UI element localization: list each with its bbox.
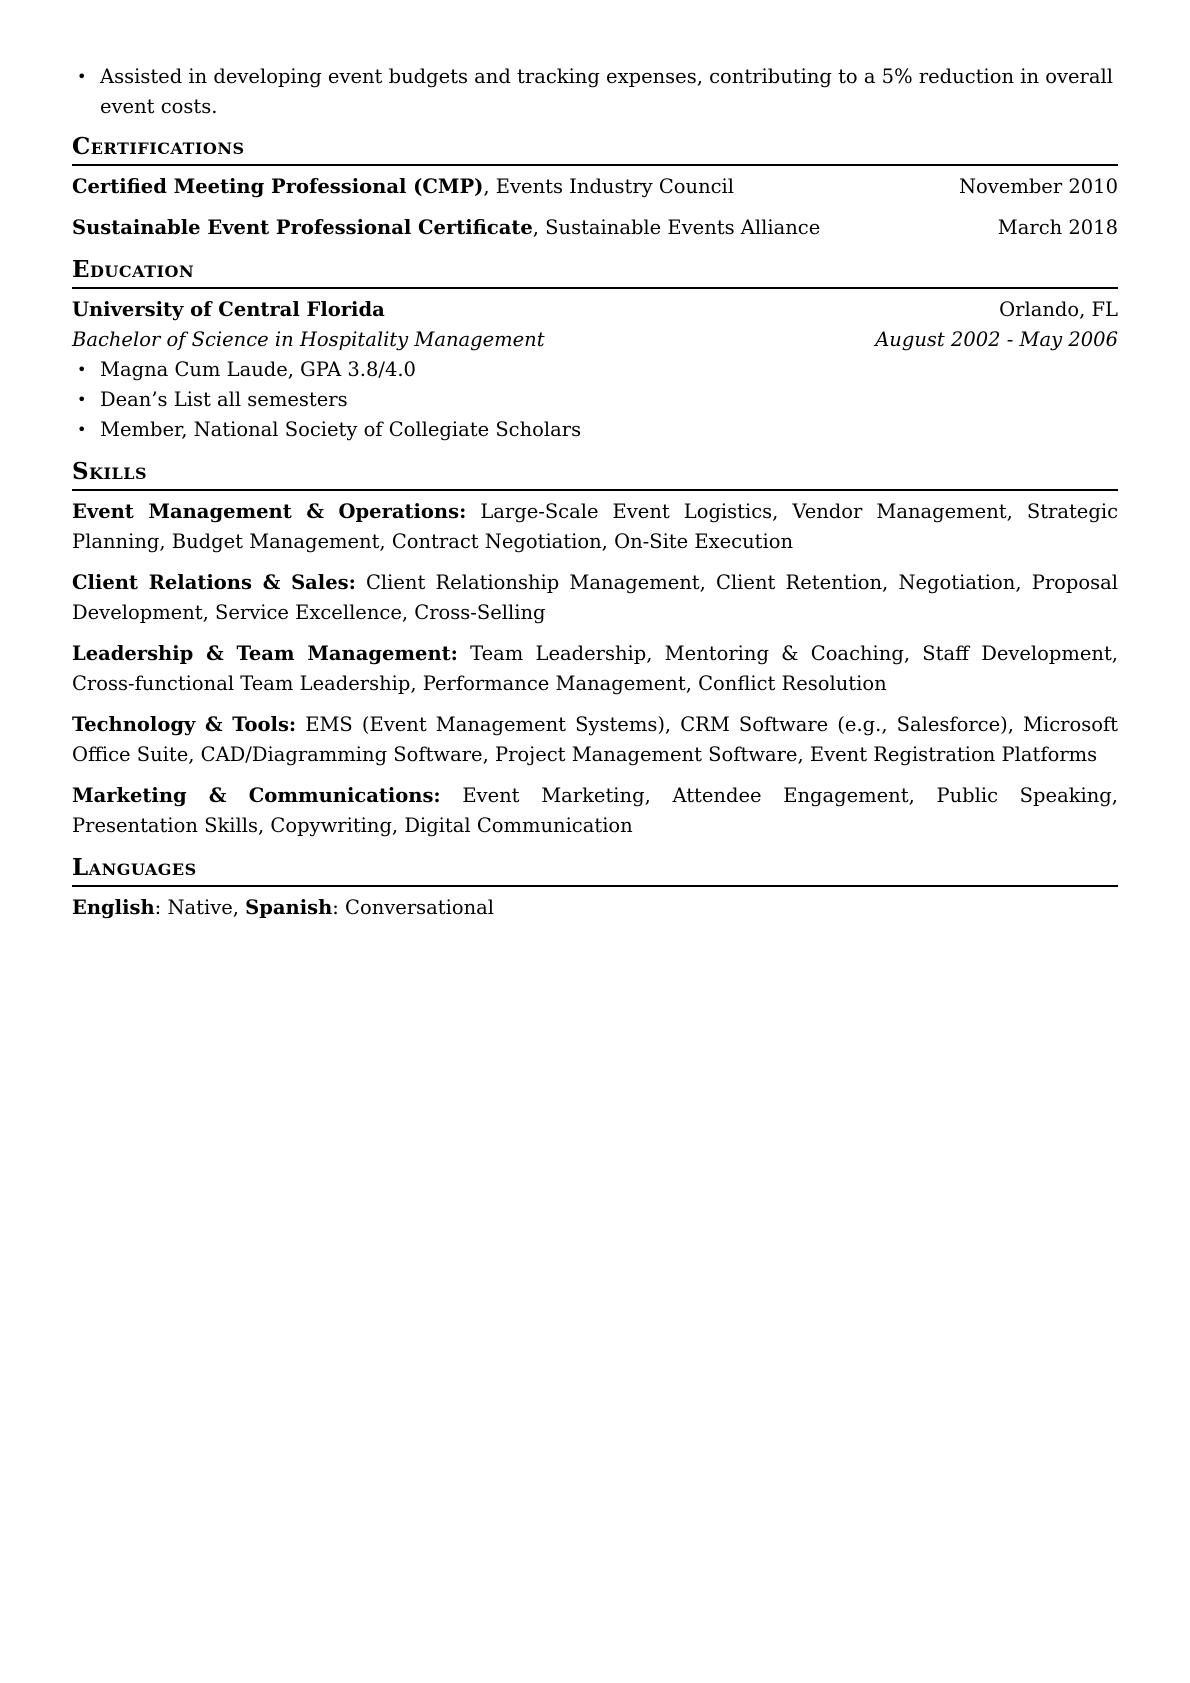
certification-date: March 2018 (997, 216, 1118, 239)
education-bullet-text: Dean’s List all semesters (100, 388, 348, 411)
education-section (72, 255, 1118, 445)
language-level: Native (167, 896, 233, 919)
certification-name: Certified Meeting Professional (CMP) (72, 175, 484, 198)
education-bullet (72, 355, 1118, 385)
certifications-body (72, 166, 1118, 243)
resume-content (72, 62, 1118, 923)
section-title-certifications: Certifications (72, 132, 1118, 166)
skill-group-text: Client Relationship Management, Client Retention, Negotiation, Proposal Development, Service Excellence, Cross-Selling (72, 571, 1118, 624)
education-degree: Bachelor of Science in Hospitality Management (72, 328, 545, 351)
skill-group-label: Technology & Tools: (72, 713, 297, 736)
skill-group-text: Event Marketing, Attendee Engagement, Public Speaking, Presentation Skills, Copywriting, Digital Communication (72, 784, 1118, 837)
language-separator: : (332, 896, 346, 919)
experience-bullet (72, 62, 1118, 122)
skill-group-label: Marketing & Communications: (72, 784, 441, 807)
bullet-icon: • (77, 360, 87, 379)
skill-group-label: Client Relations & Sales: (72, 571, 356, 594)
education-dates: August 2002 - May 2006 (875, 328, 1118, 351)
language-level: Conversational (345, 896, 495, 919)
education-bullet-list (72, 355, 1118, 445)
education-bullet-text: Magna Cum Laude, GPA 3.8/4.0 (100, 358, 416, 381)
skill-group-text: Team Leadership, Mentoring & Coaching, Staff Development, Cross-functional Team Leadership, Performance Management, Conflict Resolution (72, 642, 1119, 695)
skill-group-label: Leadership & Team Management: (72, 642, 458, 665)
certification-issuer: , Events Industry Council (483, 175, 735, 198)
education-degree-row (72, 325, 1118, 355)
language-name: Spanish (245, 896, 333, 919)
experience-bullet-list (72, 62, 1118, 122)
education-school: University of Central Florida (72, 298, 385, 321)
education-body (72, 289, 1118, 445)
skill-group (72, 497, 1118, 557)
skill-group-text: Large-Scale Event Logistics, Vendor Management, Strategic Planning, Budget Management, Contract Negotiation, On-Site Execution (72, 500, 1118, 553)
language-name: English (72, 896, 155, 919)
certification-row (72, 172, 1118, 202)
skill-group-text: EMS (Event Management Systems), CRM Software (e.g., Salesforce), Microsoft Office Suite, CAD/Diagramming Software, Project Management Software, Event Registration Platforms (72, 713, 1118, 766)
education-bullet (72, 385, 1118, 415)
skill-group (72, 710, 1118, 770)
language-trailing-separator: , (232, 896, 246, 919)
section-title-skills: Skills (72, 457, 1118, 491)
skill-group (72, 639, 1118, 699)
skills-body (72, 491, 1118, 841)
education-bullet-text: Member, National Society of Collegiate Scholars (100, 418, 582, 441)
languages-body (72, 887, 1118, 923)
certification-issuer: , Sustainable Events Alliance (532, 216, 821, 239)
certification-name: Sustainable Event Professional Certificate (72, 216, 533, 239)
skills-section (72, 457, 1118, 841)
certification-date: November 2010 (958, 175, 1118, 198)
skill-group-label: Event Management & Operations: (72, 500, 467, 523)
certifications-section (72, 132, 1118, 243)
languages-section (72, 853, 1118, 923)
education-school-row (72, 295, 1118, 325)
skill-group (72, 781, 1118, 841)
skill-group (72, 568, 1118, 628)
experience-bullet-text: Assisted in developing event budgets and tracking expenses, contributing to a 5% reduction in overall event costs. (100, 65, 1113, 118)
education-location: Orlando, FL (999, 298, 1118, 321)
certification-entry (72, 172, 734, 202)
bullet-icon: • (77, 67, 87, 86)
certification-entry (72, 213, 820, 243)
languages-line (72, 893, 1118, 923)
certification-row (72, 213, 1118, 243)
section-title-education: Education (72, 255, 1118, 289)
bullet-icon: • (77, 390, 87, 409)
bullet-icon: • (77, 420, 87, 439)
education-bullet (72, 415, 1118, 445)
section-title-languages: Languages (72, 853, 1118, 887)
language-separator: : (154, 896, 168, 919)
